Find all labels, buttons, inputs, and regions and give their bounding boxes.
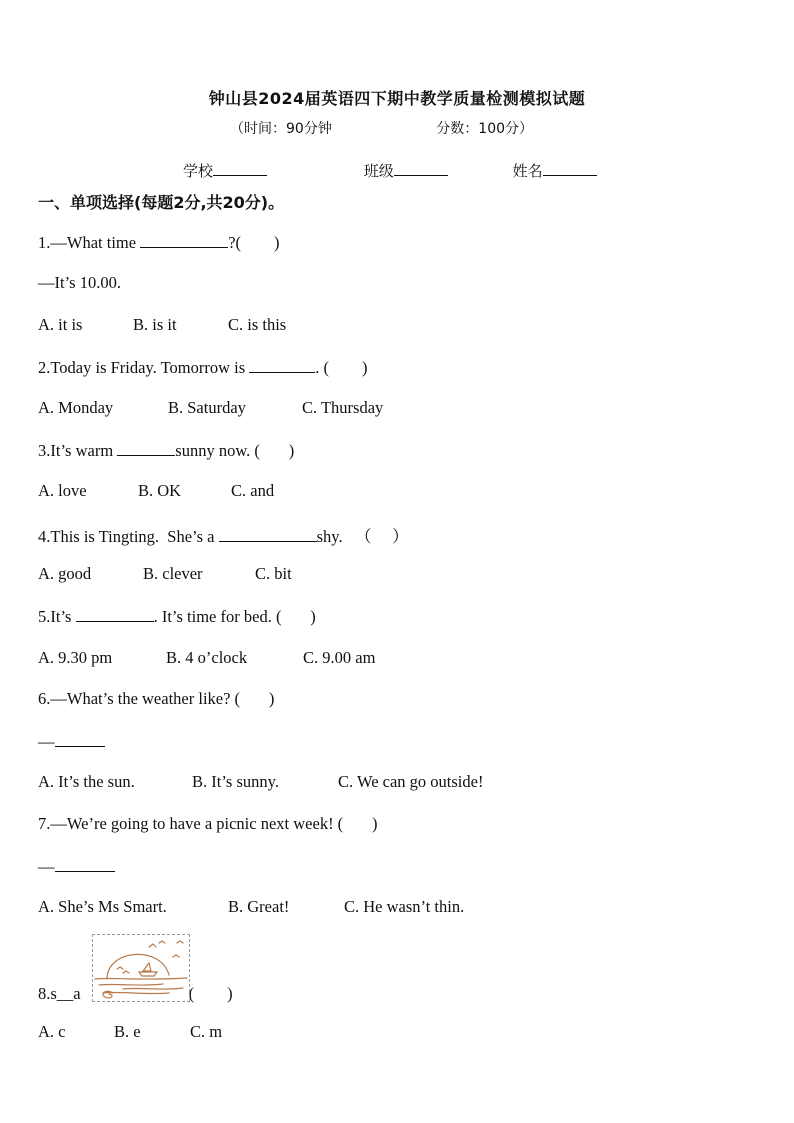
answer-blank[interactable] xyxy=(219,526,317,542)
question-paren: . ( ) xyxy=(315,358,368,377)
option-b[interactable]: B. is it xyxy=(133,315,177,334)
school-label: 学校 xyxy=(183,162,214,180)
question-paren: ?( ) xyxy=(228,233,280,252)
options-8 xyxy=(38,1022,222,1042)
reply-dash: — xyxy=(38,732,55,751)
answer-blank[interactable] xyxy=(249,357,315,373)
option-a[interactable]: A. Monday xyxy=(38,398,114,417)
question-1-reply: —It’s 10.00. xyxy=(38,273,121,292)
question-7-reply xyxy=(38,856,115,877)
exam-time: （时间：90分钟 xyxy=(230,121,332,137)
name-label: 姓名 xyxy=(512,162,543,180)
answer-blank[interactable] xyxy=(55,731,105,747)
class-blank[interactable] xyxy=(394,161,448,176)
option-c[interactable]: C. We can go outside! xyxy=(338,772,484,791)
birds-low xyxy=(117,967,129,973)
question-5 xyxy=(38,606,316,627)
option-b[interactable]: B. OK xyxy=(138,481,182,500)
sea-illustration xyxy=(93,935,189,1001)
option-b[interactable]: B. 4 o’clock xyxy=(166,648,248,667)
option-a[interactable]: A. it is xyxy=(38,315,83,334)
option-b[interactable]: B. It’s sunny. xyxy=(192,772,279,791)
question-text: 1.—What time xyxy=(38,233,141,252)
option-a[interactable]: A. love xyxy=(38,481,87,500)
question-1 xyxy=(38,232,280,253)
sun-outline xyxy=(107,954,169,979)
class-label: 班级 xyxy=(363,162,394,180)
name-blank[interactable] xyxy=(543,161,597,176)
option-c[interactable]: C. and xyxy=(231,481,275,500)
sailboat xyxy=(139,963,157,976)
exam-score: 分数：100分） xyxy=(436,121,534,137)
options-5 xyxy=(38,648,375,668)
option-b[interactable]: B. e xyxy=(114,1022,141,1041)
options-1 xyxy=(38,315,286,335)
school-blank[interactable] xyxy=(213,161,267,176)
question-6-reply xyxy=(38,731,105,752)
question-paren: ( ) xyxy=(188,984,233,1003)
question-7: 7.—We’re going to have a picnic next week! ( ) xyxy=(38,814,378,833)
exam-meta xyxy=(230,118,533,138)
option-a[interactable]: A. 9.30 pm xyxy=(38,648,113,667)
option-a[interactable]: A. c xyxy=(38,1022,66,1041)
option-a[interactable]: A. good xyxy=(38,564,92,583)
option-a[interactable]: A. It’s the sun. xyxy=(38,772,135,791)
option-c[interactable]: C. 9.00 am xyxy=(303,648,376,667)
question-paren: . It’s time for bed. ( ) xyxy=(153,607,316,626)
question-text: 3.It’s warm xyxy=(38,441,118,460)
student-info xyxy=(183,160,597,181)
birds xyxy=(149,941,183,957)
sea-sunset-picture xyxy=(92,934,190,1002)
options-6 xyxy=(38,772,483,792)
option-c[interactable]: C. Thursday xyxy=(302,398,384,417)
options-7 xyxy=(38,897,464,917)
option-a[interactable]: A. She’s Ms Smart. xyxy=(38,897,167,916)
question-paren: sunny now. ( ) xyxy=(175,441,295,460)
answer-blank[interactable] xyxy=(76,606,154,622)
question-2 xyxy=(38,357,368,378)
options-4 xyxy=(38,564,292,584)
answer-blank[interactable] xyxy=(55,856,115,872)
option-b[interactable]: B. clever xyxy=(143,564,203,583)
answer-blank[interactable] xyxy=(140,232,228,248)
school-field xyxy=(183,160,267,181)
section-heading: 一、单项选择(每题2分,共20分)。 xyxy=(38,193,285,212)
horizon xyxy=(95,978,187,979)
question-paren: shy. （ ） xyxy=(316,527,409,546)
options-3 xyxy=(38,481,274,501)
option-c[interactable]: C. is this xyxy=(228,315,287,334)
question-text: 4.This is Tingting. She’s a xyxy=(38,527,219,546)
option-c[interactable]: C. He wasn’t thin. xyxy=(344,897,465,916)
question-text: 5.It’s xyxy=(38,607,76,626)
question-3 xyxy=(38,440,294,461)
name-field xyxy=(513,160,597,181)
question-6: 6.—What’s the weather like? ( ) xyxy=(38,689,275,708)
option-b[interactable]: B. Great! xyxy=(228,897,290,916)
class-field xyxy=(364,160,448,181)
question-text: 2.Today is Friday. Tomorrow is xyxy=(38,358,250,377)
option-c[interactable]: C. bit xyxy=(255,564,292,583)
options-2 xyxy=(38,398,383,418)
question-text: 8.s__a xyxy=(38,984,81,1003)
reply-dash: — xyxy=(38,857,55,876)
question-4 xyxy=(38,523,409,547)
option-b[interactable]: B. Saturday xyxy=(168,398,246,417)
answer-blank[interactable] xyxy=(117,440,175,456)
option-c[interactable]: C. m xyxy=(190,1022,223,1041)
page-title: 钟山县2024届英语四下期中教学质量检测模拟试题 xyxy=(208,89,586,108)
